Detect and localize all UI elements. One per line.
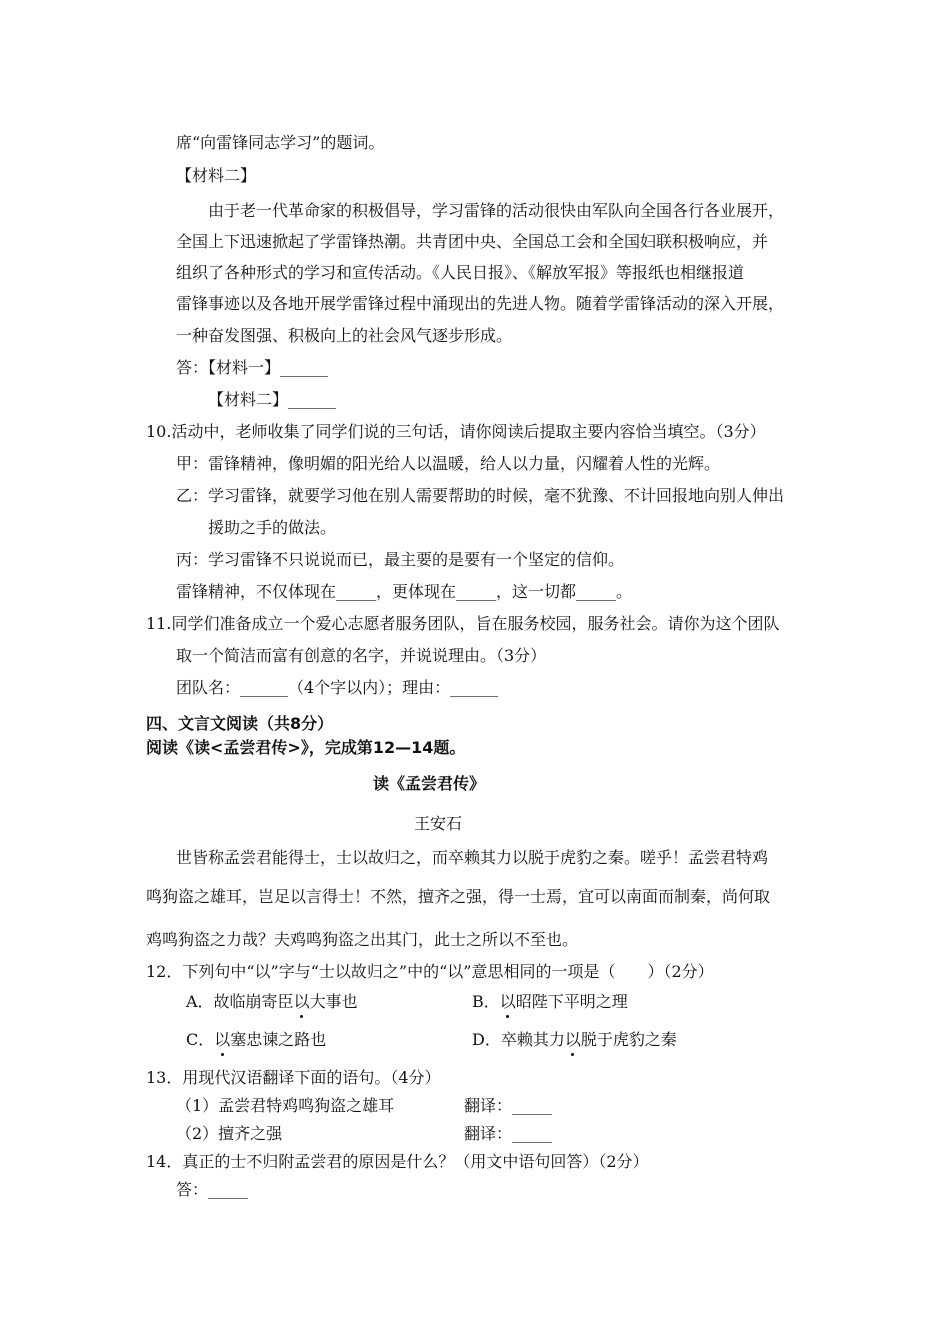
option-text: 昭陛下平明之理 bbox=[515, 992, 628, 1011]
passage-line: 鸣狗盗之雄耳，岂足以言得士！不然，擅齐之强，得一士焉，宜可以南面而制秦，尚何取 bbox=[146, 887, 771, 906]
option-text: C． bbox=[186, 1030, 215, 1049]
q12-option-a bbox=[186, 992, 358, 1012]
option-text: A．故临崩寄臣 bbox=[186, 992, 294, 1011]
material-two-para-line: 一种奋发图强、积极向上的社会风气逐步形成。 bbox=[176, 326, 513, 345]
option-text: B． bbox=[472, 992, 500, 1011]
q13-item-1: （1）孟尝君特鸡鸣狗盗之雄耳 bbox=[176, 1096, 395, 1115]
dotted-char: 以 bbox=[564, 1030, 581, 1049]
passage-line: 鸡鸣狗盗之力哉？夫鸡鸣狗盗之出其门，此士之所以不至也。 bbox=[146, 930, 579, 949]
section4-instruction: 阅读《读<孟尝君传>》，完成第12—14题。 bbox=[146, 738, 466, 757]
passage-title: 读《孟尝君传》 bbox=[373, 774, 486, 793]
material-two-para-line: 由于老一代革命家的积极倡导，学习雷锋的活动很快由军队向全国各行各业展开， bbox=[208, 201, 785, 220]
q12-option-d bbox=[472, 1030, 677, 1050]
dotted-char: 以 bbox=[293, 992, 310, 1011]
q11-stem-line2: 取一个简洁而富有创意的名字，并说说理由。（3分） bbox=[176, 646, 547, 665]
q12-option-b bbox=[472, 992, 628, 1012]
q12-stem: 12．下列句中“以”字与“士以故归之”中的“以”意思相同的一项是（ ）（2分） bbox=[146, 962, 714, 981]
option-text: 脱于虎豹之秦 bbox=[580, 1030, 677, 1049]
answer-material-two: 【材料二】______ bbox=[208, 390, 337, 409]
option-text: D．卒赖其力 bbox=[472, 1030, 565, 1049]
q11-answer: 团队名：______（4个字以内）；理由：______ bbox=[176, 678, 499, 697]
dotted-char: 以 bbox=[214, 1030, 231, 1049]
material-two-para-line: 组织了各种形式的学习和宣传活动。《人民日报》、《解放军报》等报纸也相继报道 bbox=[176, 263, 745, 282]
answer-material-one: 答：【材料一】______ bbox=[176, 358, 329, 377]
q14-stem: 14．真正的士不归附孟尝君的原因是什么？（用文中语句回答）（2分） bbox=[146, 1152, 649, 1171]
passage-line: 世皆称孟尝君能得士，士以故归之，而卒赖其力以脱于虎豹之秦。嗟乎！孟尝君特鸡 bbox=[176, 848, 769, 867]
option-text: 塞忠谏之路也 bbox=[230, 1030, 327, 1049]
q10-jia: 甲：雷锋精神，像明媚的阳光给人以温暖，给人以力量，闪耀着人性的光辉。 bbox=[176, 454, 721, 473]
option-text: 大事也 bbox=[309, 992, 358, 1011]
q13-item-2: （2）擅齐之强 bbox=[176, 1124, 283, 1143]
material-two-para-line: 雷锋事迹以及各地开展学雷锋过程中涌现出的先进人物。随着学雷锋活动的深入开展， bbox=[176, 294, 785, 313]
material-cont-line: 席“向雷锋同志学习”的题词。 bbox=[176, 133, 385, 152]
q10-yi-line2: 援助之手的做法。 bbox=[208, 518, 337, 537]
q10-fill: 雷锋精神，不仅体现在_____，更体现在_____，这一切都_____。 bbox=[176, 582, 633, 601]
q11-stem-line1: 11.同学们准备成立一个爱心志愿者服务团队，旨在服务校园，服务社会。请你为这个团队 bbox=[146, 614, 780, 633]
q10-stem: 10.活动中，老师收集了同学们说的三句话，请你阅读后提取主要内容恰当填空。（3分） bbox=[146, 422, 766, 441]
material-two-para-line: 全国上下迅速掀起了学雷锋热潮。共青团中央、全国总工会和全国妇联积极响应，并 bbox=[176, 232, 769, 251]
q14-answer: 答：_____ bbox=[176, 1180, 249, 1199]
q13-stem: 13．用现代汉语翻译下面的语句。（4分） bbox=[146, 1068, 441, 1087]
q13-answer-2: 翻译：_____ bbox=[464, 1124, 553, 1143]
section4-heading: 四、文言文阅读（共8分） bbox=[146, 714, 334, 733]
q12-option-c bbox=[186, 1030, 326, 1050]
q10-bing: 丙：学习雷锋不只说说而已，最主要的是要有一个坚定的信仰。 bbox=[176, 550, 625, 569]
dotted-char: 以 bbox=[499, 992, 516, 1011]
q10-yi-line1: 乙：学习雷锋，就要学习他在别人需要帮助的时候，毫不犹豫、不计回报地向别人伸出 bbox=[176, 486, 785, 505]
q13-answer-1: 翻译：_____ bbox=[464, 1096, 553, 1115]
material-two-label: 【材料二】 bbox=[176, 166, 257, 185]
passage-author: 王安石 bbox=[414, 814, 463, 833]
